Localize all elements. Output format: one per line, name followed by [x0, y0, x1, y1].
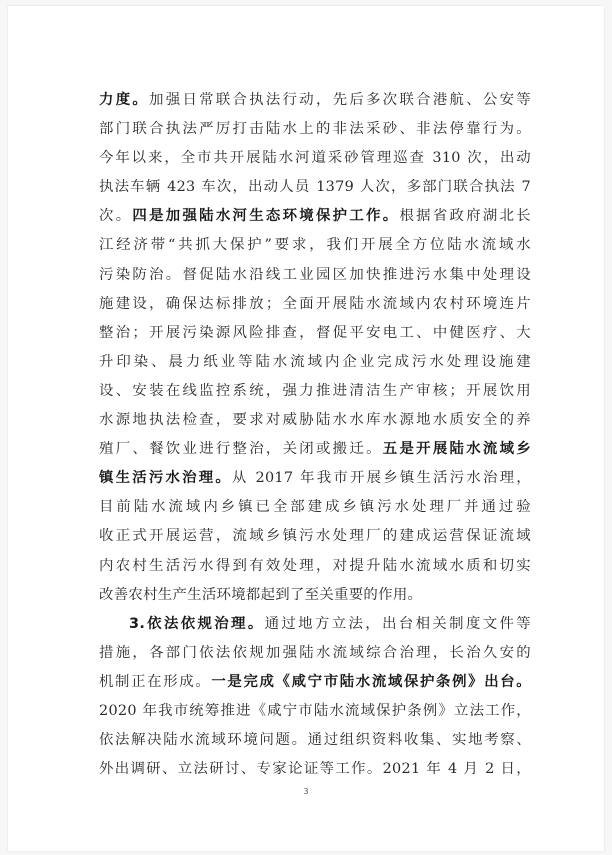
text-run: 改善农村生产生活环境都起到了至关重要的作用。: [99, 586, 423, 603]
text-line: [99, 581, 531, 610]
text-run: 从 2017 年我市开展乡镇生活污水治理，: [232, 470, 531, 487]
text-run: 2020 年我市统筹推进《咸宁市陆水流域保护条例》立法工作，: [99, 702, 531, 719]
text-line: [99, 261, 531, 290]
text-line: [99, 435, 531, 464]
text-run: 通过地方立法，出台相关制度文件等: [264, 615, 531, 632]
text-run: 依法解决陆水流域环境问题。通过组织资料收集、实地考察、: [99, 732, 531, 749]
document-body: [99, 86, 531, 784]
text-line: [99, 522, 531, 551]
text-line: [99, 319, 531, 348]
text-line: [99, 290, 531, 319]
text-line: [99, 377, 531, 406]
text-line: [99, 668, 531, 697]
text-run: 措施，各部门依法依规加强陆水流域综合治理，长治久安的: [99, 644, 531, 661]
document-page: [8, 6, 604, 851]
text-line: [99, 726, 531, 755]
text-run: 部门联合执法严厉打击陆水上的非法采砂、非法停靠行为。: [99, 121, 531, 138]
text-run: 机制正在形成。: [99, 673, 212, 690]
text-run: 内农村生活污水得到有效处理，对提升陆水流域水质和切实: [99, 557, 531, 574]
bold-text-run: 一是完成《咸宁市陆水流域保护条例》出台。: [211, 673, 531, 690]
text-line: [99, 86, 531, 115]
text-run: 殖厂、餐饮业进行整治，关闭或搬迁。: [99, 441, 383, 458]
text-run: 根据省政府湖北长: [399, 208, 531, 225]
text-run: 整治；开展污染源风险排查，督促平安电工、中健医疗、大: [99, 324, 531, 341]
text-line: [99, 231, 531, 260]
text-run: 收正式开展运营，流域乡镇污水处理厂的建成运营保证流域: [99, 528, 531, 545]
text-run: 水源地执法检查，要求对威胁陆水水库水源地水质安全的养: [99, 412, 531, 429]
bold-text-run: 镇生活污水治理。: [99, 470, 233, 487]
text-line: [99, 115, 531, 144]
page-number: 3: [303, 787, 309, 796]
text-run: 目前陆水流域内乡镇已全部建成乡镇污水处理厂并通过验: [99, 499, 531, 516]
text-line: [99, 610, 531, 639]
bold-text-run: 四是加强陆水河生态环境保护工作。: [132, 208, 400, 225]
text-line: [99, 144, 531, 173]
text-run: 施建设，确保达标排放；全面开展陆水流域内农村环境连片: [99, 295, 531, 312]
text-run: 污染防治。督促陆水沿线工业园区加快推进污水集中处理设: [99, 266, 531, 283]
text-line: [99, 493, 531, 522]
text-line: [99, 173, 531, 202]
text-line: [99, 552, 531, 581]
text-line: [99, 755, 531, 784]
text-run: 今年以来，全市共开展陆水河道采砂管理巡查 310 次，出动: [99, 150, 531, 167]
text-line: [99, 406, 531, 435]
text-run: 江经济带“共抓大保护”要求，我们开展全方位陆水流域水: [99, 237, 531, 254]
text-run: 执法车辆 423 车次，出动人员 1379 人次，多部门联合执法 7: [99, 179, 531, 196]
bold-text-run: 力度。: [99, 92, 150, 108]
text-line: [99, 697, 531, 726]
bold-text-run: 3.依法依规治理。: [129, 615, 265, 632]
text-line: [99, 464, 531, 493]
text-run: 次。: [99, 208, 133, 225]
text-run: 外出调研、立法研讨、专家论证等工作。2021 年 4 月 2 日，: [99, 761, 531, 778]
bold-text-run: 五是开展陆水流域乡: [382, 441, 531, 458]
text-line: [99, 202, 531, 231]
text-line: [99, 348, 531, 377]
text-run: 设、安装在线监控系统，强力推进清洁生产审核；开展饮用: [99, 382, 531, 399]
text-line: [99, 639, 531, 668]
text-run: 升印染、晨力纸业等陆水流域内企业完成污水处理设施建: [99, 353, 531, 370]
text-run: 加强日常联合执法行动，先后多次联合港航、公安等: [149, 92, 531, 108]
